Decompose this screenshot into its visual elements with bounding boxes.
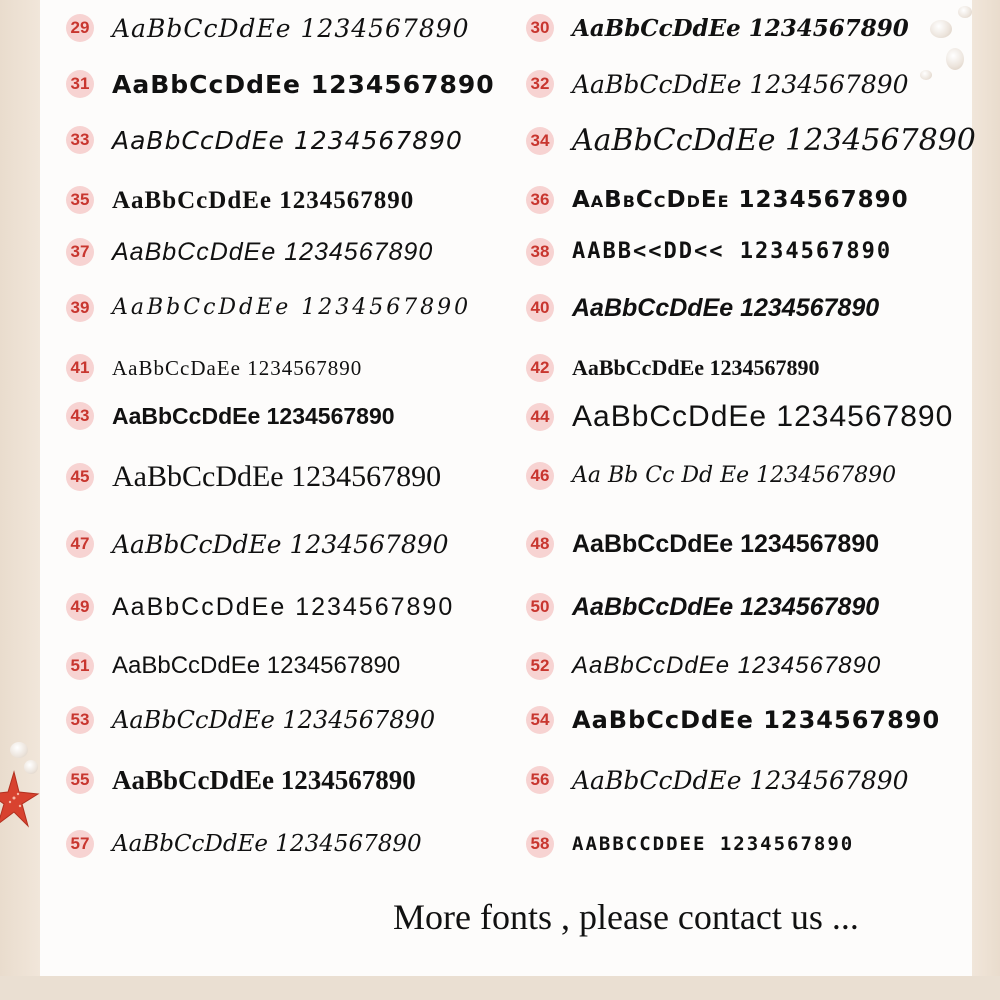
font-sample-text: AaBbCcDdEe 1234567890	[572, 765, 909, 795]
font-sample-49	[66, 593, 454, 621]
font-sample-text: Aa Bb Cc Dd Ee 1234567890	[572, 463, 897, 488]
font-sample-42	[526, 354, 820, 382]
font-sample-text: AaBbCcDdEe 1234567890	[112, 460, 442, 493]
font-sample-44	[526, 402, 953, 432]
font-sample-57	[66, 830, 422, 858]
font-sample-38	[526, 238, 892, 266]
font-number-badge: 49	[66, 593, 94, 621]
font-sample-text: AaBbCcDdEe 1234567890	[112, 706, 436, 734]
font-sample-text: AaBbCcDdEe 1234567890	[112, 69, 495, 99]
font-sample-text: AaBbCcDdEe 1234567890	[112, 592, 455, 621]
font-sample-36	[526, 186, 909, 214]
contact-footer-text: More fonts , please contact us ...	[393, 897, 859, 937]
font-sample-50	[526, 593, 879, 621]
sand-border-right	[972, 0, 1000, 1000]
font-sample-text: AaBbCcDdEe 1234567890	[112, 529, 449, 559]
font-sample-text: AaBbCcDdEe 1234567890	[572, 355, 820, 380]
font-number-badge: 57	[66, 830, 94, 858]
font-number-badge: 32	[526, 70, 554, 98]
font-sample-text: AaBbCcDdEe 1234567890	[112, 186, 415, 214]
font-sample-text: AaBbCcDdEe 1234567890	[572, 293, 880, 322]
font-sample-text: AaBbCcDaEe 1234567890	[112, 355, 363, 380]
font-number-badge: 44	[526, 403, 554, 431]
font-sample-text: AaBbCcDdEe 1234567890	[572, 69, 909, 99]
font-sample-text: AaBbCcDdEe 1234567890	[112, 125, 463, 155]
font-sample-43	[66, 402, 395, 430]
font-sample-text: AaBbCcDdEe 1234567890	[112, 652, 401, 679]
font-number-badge: 45	[66, 463, 94, 491]
font-number-badge: 47	[66, 530, 94, 558]
font-number-badge: 37	[66, 238, 94, 266]
font-number-badge: 50	[526, 593, 554, 621]
font-number-badge: 46	[526, 462, 554, 490]
sand-border-bottom	[0, 976, 1000, 1000]
font-sample-48	[526, 530, 879, 558]
font-number-badge: 33	[66, 126, 94, 154]
font-sample-34	[526, 123, 976, 158]
font-number-badge: 43	[66, 402, 94, 430]
font-sample-text: AaBbCcDdEe 1234567890	[112, 402, 395, 429]
font-number-badge: 51	[66, 652, 94, 680]
font-number-badge: 39	[66, 294, 94, 322]
font-sample-text: AaBbCcDdEe 1234567890	[112, 764, 416, 795]
font-number-badge: 53	[66, 706, 94, 734]
font-number-badge: 29	[66, 14, 94, 42]
font-sample-56	[526, 766, 909, 794]
font-sample-text: AaBbCcDdEe 1234567890	[572, 400, 954, 433]
font-sample-55	[66, 766, 416, 794]
font-sample-45	[66, 462, 441, 492]
font-sample-46	[526, 462, 896, 490]
font-sample-text: AABBCCDDEE 1234567890	[572, 832, 855, 855]
font-sample-54	[526, 706, 940, 734]
font-number-badge: 42	[526, 354, 554, 382]
font-number-badge: 41	[66, 354, 94, 382]
font-sample-58	[526, 830, 854, 858]
font-number-badge: 56	[526, 766, 554, 794]
font-sample-30	[526, 14, 909, 42]
font-sample-33	[66, 126, 463, 154]
font-sample-text: AaBbCcDdEe 1234567890	[112, 295, 472, 320]
font-sample-40	[526, 294, 879, 322]
font-sample-47	[66, 530, 449, 558]
font-sample-41	[66, 354, 362, 382]
font-number-badge: 31	[66, 70, 94, 98]
font-number-badge: 55	[66, 766, 94, 794]
font-sample-39	[66, 294, 471, 322]
font-sample-text: AaBbCcDdEe 1234567890	[572, 529, 880, 558]
font-sample-text: AABB<<DD<< 1234567890	[572, 239, 893, 264]
font-number-badge: 36	[526, 186, 554, 214]
font-sample-53	[66, 706, 435, 734]
sand-border-left	[0, 0, 40, 1000]
font-sample-35	[66, 186, 414, 214]
font-sample-text: AaBbCcDdEe 1234567890	[572, 14, 909, 42]
font-sample-31	[66, 70, 495, 98]
font-sample-text: AaBbCcDdEe 1234567890	[572, 592, 880, 621]
font-number-badge: 35	[66, 186, 94, 214]
font-number-badge: 34	[526, 127, 554, 155]
font-sample-52	[526, 652, 881, 680]
font-number-badge: 52	[526, 652, 554, 680]
font-sample-32	[526, 70, 909, 98]
font-number-badge: 30	[526, 14, 554, 42]
font-sample-text: AaBbCcDdEe 1234567890	[572, 652, 882, 679]
font-number-badge: 38	[526, 238, 554, 266]
font-number-badge: 48	[526, 530, 554, 558]
font-number-badge: 40	[526, 294, 554, 322]
font-sample-37	[66, 238, 433, 266]
font-sample-text: AaBbCcDdEe 1234567890	[572, 706, 941, 734]
font-sample-text: AaBbCcDdEe 1234567890	[572, 123, 976, 158]
font-sample-text: AaBbCcDdEe 1234567890	[112, 830, 422, 857]
font-sample-29	[66, 14, 470, 42]
font-sample-text: AaBbCcDdEe 1234567890	[112, 237, 434, 266]
font-sample-text: AaBbCcDdEe 1234567890	[572, 186, 909, 213]
font-number-badge: 54	[526, 706, 554, 734]
starfish-icon	[0, 768, 42, 832]
font-sample-51	[66, 652, 400, 680]
font-number-badge: 58	[526, 830, 554, 858]
font-sample-text: AaBbCcDdEe 1234567890	[112, 13, 470, 43]
